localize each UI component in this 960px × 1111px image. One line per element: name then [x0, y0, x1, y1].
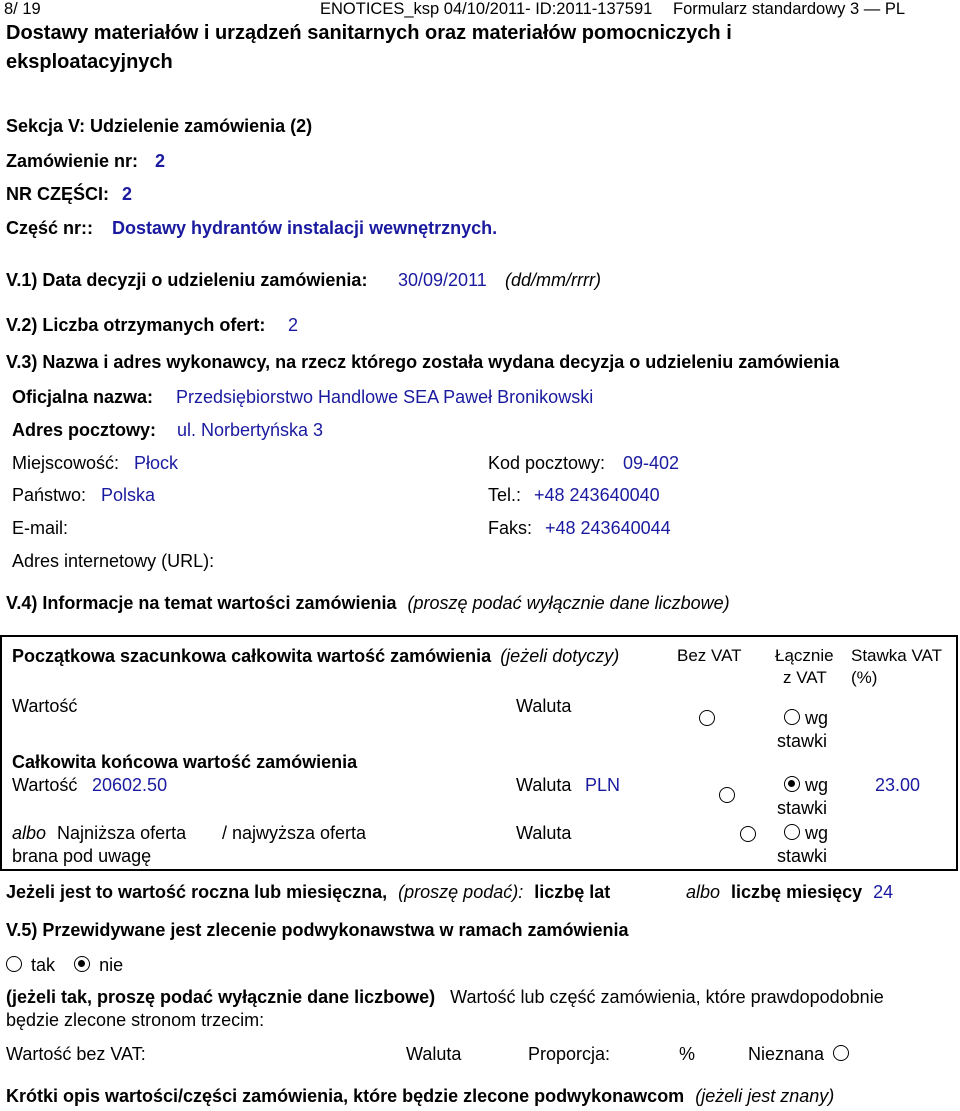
email-label: E-mail:: [12, 518, 69, 538]
col-lacznie-2: z VAT: [783, 668, 827, 687]
page-number: 8/ 19: [4, 0, 41, 18]
v3-label: V.3) Nazwa i adres wykonawcy, na rzecz którego została wydana decyzja o udzieleniu zamówienia: [6, 352, 840, 372]
initial-value-note: (jeżeli dotyczy): [500, 646, 620, 666]
annual-label: Jeżeli jest to wartość roczna lub miesięczna,: [6, 882, 388, 902]
col-stawka-1: Stawka VAT: [851, 646, 943, 665]
subcontract-yes-label: tak: [31, 955, 56, 975]
final-vat-rate-value: 23.00: [875, 775, 921, 795]
initial-wg-label: wg: [805, 708, 829, 728]
percent-label: %: [679, 1044, 696, 1064]
months-label: liczbę miesięcy: [731, 882, 863, 902]
initial-waluta-label: Waluta: [516, 696, 572, 716]
postal-code-value: 09-402: [623, 453, 680, 473]
months-value: 24: [873, 882, 894, 902]
country-label: Państwo:: [12, 485, 87, 505]
initial-bez-vat-radio[interactable]: [699, 710, 715, 726]
unknown-label: Nieznana: [748, 1044, 825, 1064]
initial-value-label: Początkowa szacunkowa całkowita wartość zamówienia: [12, 646, 492, 666]
decision-date-value: 30/09/2011: [398, 270, 487, 290]
v4-label: V.4) Informacje na temat wartości zamówienia: [6, 593, 397, 613]
final-stawki-label: stawki: [777, 798, 828, 818]
albo-label: albo: [12, 823, 47, 843]
subcontract-currency-label: Waluta: [406, 1044, 462, 1064]
final-z-vat-radio[interactable]: [784, 776, 800, 792]
initial-z-vat-radio[interactable]: [784, 709, 800, 725]
fax-label: Faks:: [488, 518, 533, 538]
final-waluta-label: Waluta: [516, 775, 572, 795]
ratio-label: Proporcja:: [528, 1044, 611, 1064]
v4-note: (proszę podać wyłącznie dane liczbowe): [407, 593, 730, 613]
description-note: (jeżeli jest znany): [695, 1086, 835, 1106]
v2-label: V.2) Liczba otrzymanych ofert:: [6, 315, 266, 335]
subcontract-yes-radio[interactable]: [6, 956, 22, 972]
final-value: 20602.50: [92, 775, 168, 795]
phone-value: +48 243640040: [534, 485, 660, 505]
part-name-value: Dostawy hydrantów instalacji wewnętrznych.: [112, 218, 498, 238]
fax-value: +48 243640044: [545, 518, 671, 538]
initial-wartosc-label: Wartość: [12, 696, 78, 716]
final-currency-value: PLN: [585, 775, 621, 795]
offer-bez-vat-radio[interactable]: [740, 826, 756, 842]
offer-stawki-label: stawki: [777, 846, 828, 866]
subcontract-note-bold: (jeżeli tak, proszę podać wyłącznie dane liczbowe): [6, 987, 436, 1007]
highest-offer-label: / najwyższa oferta: [222, 823, 367, 843]
subcontract-no-radio[interactable]: [74, 956, 90, 972]
net-value-label: Wartość bez VAT:: [6, 1044, 146, 1064]
annual-note: (proszę podać):: [398, 882, 524, 902]
document-title-line-1: Dostawy materiałów i urządzeń sanitarnych oraz materiałów pomocniczych i: [6, 22, 732, 44]
order-number-label: Zamówienie nr:: [6, 151, 139, 171]
url-label: Adres internetowy (URL):: [12, 551, 215, 571]
official-name-label: Oficjalna nazwa:: [12, 387, 154, 407]
order-number-value: 2: [155, 151, 166, 171]
initial-stawki-label: stawki: [777, 731, 828, 751]
subcontract-note-text-1: Wartość lub część zamówienia, które prawdopodobnie: [450, 987, 884, 1007]
unknown-radio[interactable]: [833, 1045, 849, 1061]
years-label: liczbę lat: [534, 882, 611, 902]
section-heading: Sekcja V: Udzielenie zamówienia (2): [6, 116, 313, 136]
subcontract-no-label: nie: [99, 955, 124, 975]
document-title-line-2: eksploatacyjnych: [6, 51, 173, 73]
part-name-label: Część nr::: [6, 218, 94, 238]
postal-address-value: ul. Norbertyńska 3: [177, 420, 324, 440]
description-label: Krótki opis wartości/części zamówienia, które będzie zlecone podwykonawcom: [6, 1086, 685, 1106]
subcontract-note-text-2: będzie zlecone stronom trzecim:: [6, 1010, 265, 1030]
albo-months-label: albo: [686, 882, 721, 902]
city-label: Miejscowość:: [12, 453, 120, 473]
col-stawka-2: (%): [851, 668, 878, 687]
postal-code-label: Kod pocztowy:: [488, 453, 606, 473]
country-value: Polska: [101, 485, 156, 505]
final-wg-label: wg: [805, 775, 829, 795]
col-bez-vat: Bez VAT: [677, 646, 742, 665]
col-lacznie-1: Łącznie: [775, 646, 834, 665]
v1-label: V.1) Data decyzji o udzieleniu zamówienia:: [6, 270, 368, 290]
phone-label: Tel.:: [488, 485, 522, 505]
official-name-value: Przedsiębiorstwo Handlowe SEA Paweł Bronikowski: [176, 387, 594, 407]
postal-address-label: Adres pocztowy:: [12, 420, 157, 440]
considered-label: brana pod uwagę: [12, 846, 152, 866]
form-name: Formularz standardowy 3 — PL: [673, 0, 906, 18]
offer-z-vat-radio[interactable]: [784, 824, 800, 840]
date-format-hint: (dd/mm/rrrr): [505, 270, 601, 290]
v5-label: V.5) Przewidywane jest zlecenie podwykonawstwa w ramach zamówienia: [6, 920, 629, 940]
offer-wg-label: wg: [805, 823, 829, 843]
offers-count-value: 2: [288, 315, 299, 335]
part-number-value: 2: [122, 184, 133, 204]
final-value-label: Całkowita końcowa wartość zamówienia: [12, 752, 358, 772]
final-wartosc-label: Wartość: [12, 775, 78, 795]
part-number-label: NR CZĘŚCI:: [6, 184, 109, 204]
offer-waluta-label: Waluta: [516, 823, 572, 843]
lowest-offer-label: Najniższa oferta: [57, 823, 187, 843]
document-id: ENOTICES_ksp 04/10/2011- ID:2011-137591: [320, 0, 653, 18]
city-value: Płock: [134, 453, 179, 473]
